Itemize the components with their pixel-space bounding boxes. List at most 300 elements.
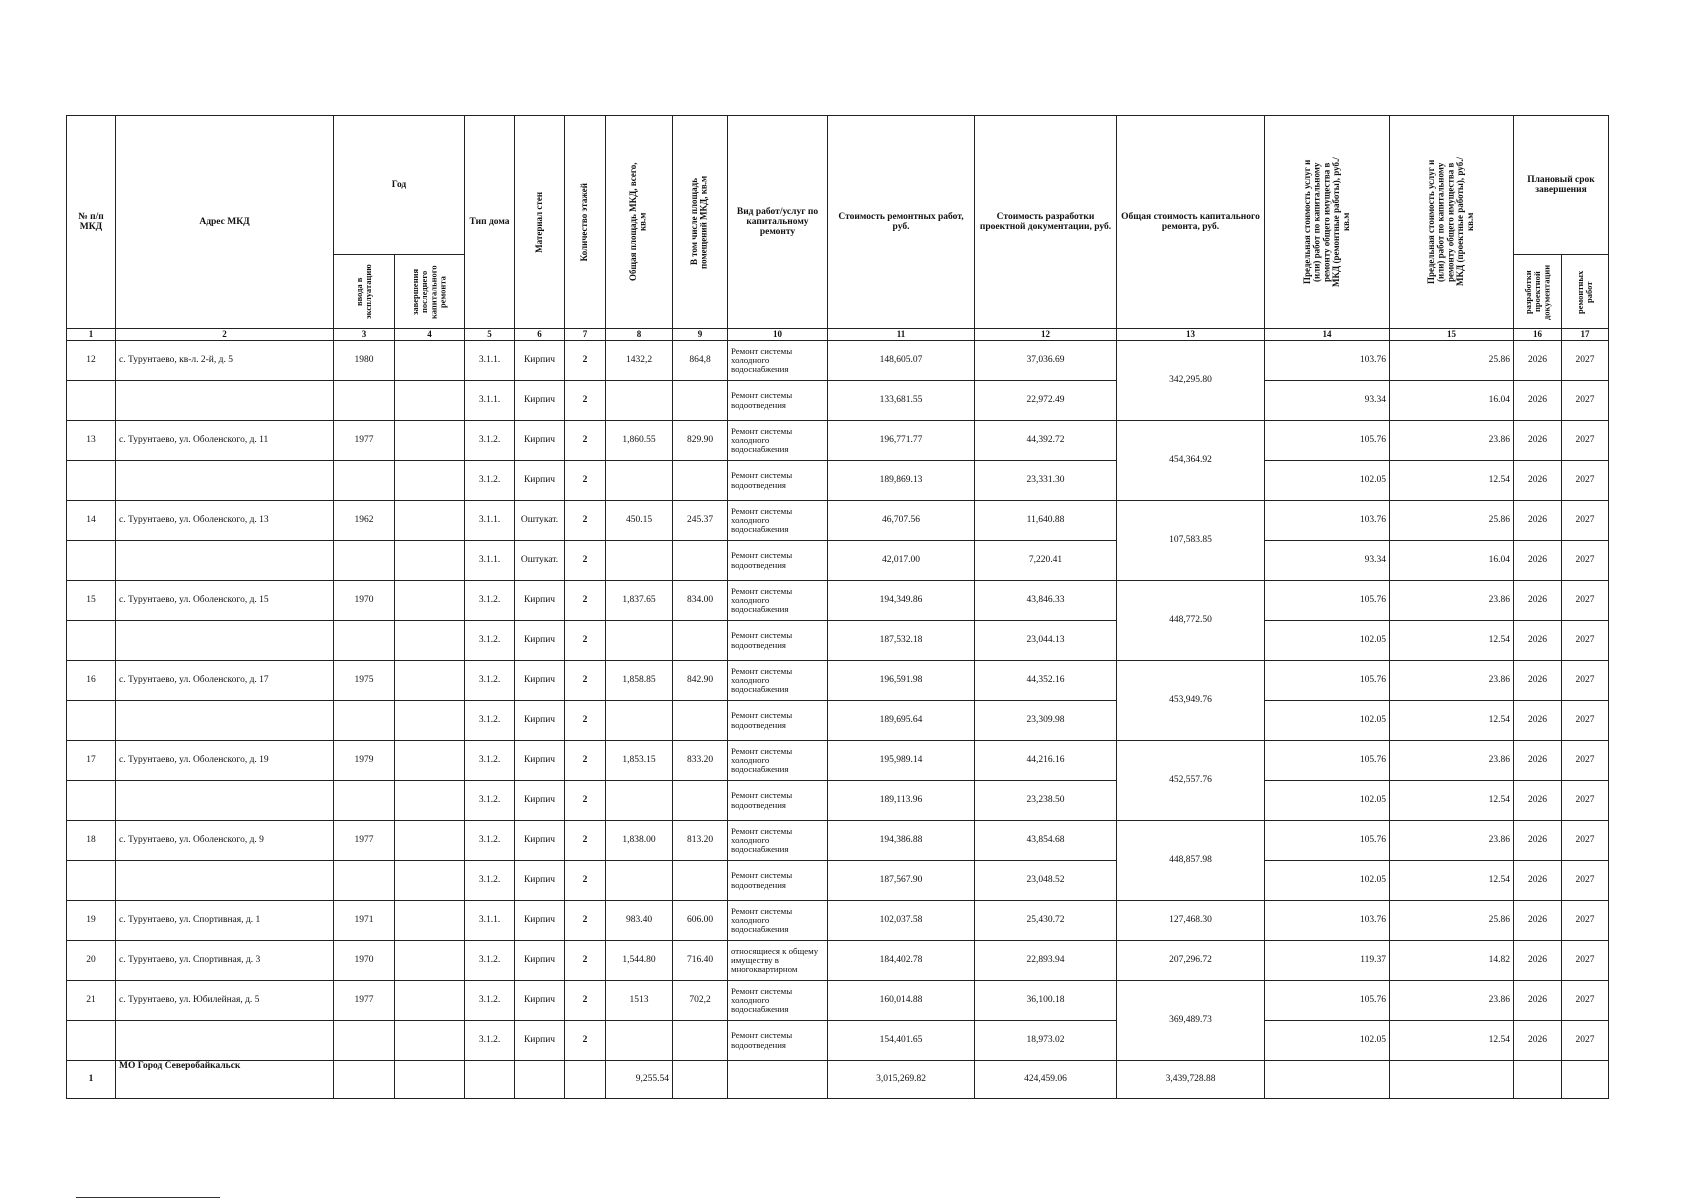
- row-deadline-repair: 2027: [1562, 861, 1609, 901]
- row-work-type: Ремонт системы водоотведения: [728, 381, 828, 421]
- row-num: 16: [67, 661, 116, 701]
- row-limit-design: 16.04: [1390, 541, 1514, 581]
- row-total-area: 1,838.00: [606, 821, 673, 861]
- header-wall-material-text: Материал стен: [533, 191, 544, 253]
- row-deadline-design: 2026: [1514, 661, 1562, 701]
- row-floors: 2: [565, 621, 606, 661]
- row-address: с. Турунтаево, ул. Оболенского, д. 11: [116, 421, 334, 461]
- header-deadline-design-text: разработки проектной документации: [1522, 263, 1552, 320]
- row-deadline-design: 2026: [1514, 981, 1562, 1021]
- row-work-type: Ремонт системы водоотведения: [728, 621, 828, 661]
- row-premises-area: 833.20: [673, 741, 728, 781]
- header-premises-area-text: В том числе площадь помещений МКД, кв.м: [689, 175, 709, 269]
- row-floors: 2: [565, 541, 606, 581]
- row-repair-cost: 133,681.55: [828, 381, 975, 421]
- row-repair-cost: 184,402.78: [828, 941, 975, 981]
- empty-cell: [334, 381, 395, 421]
- header-house-type: Тип дома: [465, 116, 515, 329]
- header-year-last-repair: [395, 255, 465, 329]
- table-row: [67, 581, 1609, 621]
- row-deadline-repair: 2027: [1562, 821, 1609, 861]
- row-year-last-repair: [395, 701, 465, 741]
- row-limit-repair: 102.05: [1265, 701, 1390, 741]
- column-number: 1: [67, 329, 116, 341]
- empty-cell: [116, 861, 334, 901]
- row-address: с. Турунтаево, ул. Спортивная, д. 1: [116, 901, 334, 941]
- header-floors-text: Количество этажей: [579, 182, 590, 262]
- row-deadline-design: 2026: [1514, 701, 1562, 741]
- row-repair-cost: 196,591.98: [828, 661, 975, 701]
- row-house-type: 3.1.2.: [465, 781, 515, 821]
- row-limit-design: 12.54: [1390, 621, 1514, 661]
- empty-cell: [67, 461, 116, 501]
- row-limit-design: 25.86: [1390, 901, 1514, 941]
- row-deadline-design: 2026: [1514, 741, 1562, 781]
- empty-cell: [673, 541, 728, 581]
- table-body: [67, 341, 1609, 1061]
- row-design-cost: 23,309.98: [975, 701, 1117, 741]
- column-number: 15: [1390, 329, 1514, 341]
- empty-cell: [116, 621, 334, 661]
- row-floors: 2: [565, 501, 606, 541]
- row-limit-repair: 102.05: [1265, 1021, 1390, 1061]
- row-floors: 2: [565, 1021, 606, 1061]
- total-repair-cost: 3,015,269.82: [828, 1061, 975, 1099]
- empty-cell: [673, 381, 728, 421]
- row-total-area: 1,837.65: [606, 581, 673, 621]
- empty-cell: [334, 1061, 395, 1099]
- row-deadline-repair: 2027: [1562, 581, 1609, 621]
- row-year-last-repair: [395, 381, 465, 421]
- row-repair-cost: 160,014.88: [828, 981, 975, 1021]
- column-number: 2: [116, 329, 334, 341]
- row-total-area: 983.40: [606, 901, 673, 941]
- row-limit-repair: 102.05: [1265, 781, 1390, 821]
- row-design-cost: 44,392.72: [975, 421, 1117, 461]
- row-deadline-design: 2026: [1514, 541, 1562, 581]
- row-limit-repair: 103.76: [1265, 501, 1390, 541]
- row-house-type: 3.1.2.: [465, 661, 515, 701]
- row-deadline-design: 2026: [1514, 821, 1562, 861]
- row-year-last-repair: [395, 501, 465, 541]
- empty-cell: [116, 701, 334, 741]
- row-address: с. Турунтаево, ул. Спортивная, д. 3: [116, 941, 334, 981]
- empty-cell: [673, 461, 728, 501]
- row-total-cost: 448,772.50: [1117, 581, 1265, 661]
- row-limit-design: 23.86: [1390, 981, 1514, 1021]
- row-wall-material: Кирпич: [515, 621, 565, 661]
- row-year-last-repair: [395, 541, 465, 581]
- empty-cell: [565, 1061, 606, 1099]
- row-deadline-design: 2026: [1514, 861, 1562, 901]
- row-design-cost: 37,036.69: [975, 341, 1117, 381]
- row-limit-repair: 102.05: [1265, 621, 1390, 661]
- column-number: 10: [728, 329, 828, 341]
- header-design-cost: Стоимость разработки проектной документации, руб.: [975, 116, 1117, 329]
- row-design-cost: 23,044.13: [975, 621, 1117, 661]
- row-design-cost: 23,048.52: [975, 861, 1117, 901]
- row-limit-repair: 93.34: [1265, 541, 1390, 581]
- row-year-last-repair: [395, 421, 465, 461]
- row-year-commission: 1975: [334, 661, 395, 701]
- column-number: 5: [465, 329, 515, 341]
- row-repair-cost: 195,989.14: [828, 741, 975, 781]
- row-repair-cost: 189,695.64: [828, 701, 975, 741]
- row-total-area: 1,858.85: [606, 661, 673, 701]
- column-number: 16: [1514, 329, 1562, 341]
- row-total-cost: 207,296.72: [1117, 941, 1265, 981]
- row-design-cost: 22,972.49: [975, 381, 1117, 421]
- row-deadline-repair: 2027: [1562, 1021, 1609, 1061]
- row-house-type: 3.1.2.: [465, 461, 515, 501]
- empty-cell: [673, 701, 728, 741]
- empty-cell: [606, 781, 673, 821]
- empty-cell: [465, 1061, 515, 1099]
- row-design-cost: 44,352.16: [975, 661, 1117, 701]
- header-floors: [565, 116, 606, 329]
- row-work-type: Ремонт системы водоотведения: [728, 861, 828, 901]
- row-limit-design: 12.54: [1390, 461, 1514, 501]
- row-wall-material: Кирпич: [515, 381, 565, 421]
- row-work-type: Ремонт системы водоотведения: [728, 781, 828, 821]
- empty-cell: [67, 381, 116, 421]
- column-number: 8: [606, 329, 673, 341]
- row-total-area: 1,860.55: [606, 421, 673, 461]
- empty-cell: [673, 861, 728, 901]
- row-year-commission: 1970: [334, 581, 395, 621]
- row-limit-design: 23.86: [1390, 581, 1514, 621]
- table-row: [67, 381, 1609, 421]
- empty-cell: [673, 1021, 728, 1061]
- row-limit-design: 23.86: [1390, 661, 1514, 701]
- row-house-type: 3.1.1.: [465, 541, 515, 581]
- row-total-cost: 127,468.30: [1117, 901, 1265, 941]
- row-deadline-design: 2026: [1514, 501, 1562, 541]
- row-house-type: 3.1.2.: [465, 421, 515, 461]
- row-floors: 2: [565, 781, 606, 821]
- row-work-type: Ремонт системы водоотведения: [728, 1021, 828, 1061]
- row-year-last-repair: [395, 661, 465, 701]
- row-deadline-design: 2026: [1514, 341, 1562, 381]
- empty-cell: [606, 541, 673, 581]
- row-work-type: Ремонт системы холодного водоснабжения: [728, 341, 828, 381]
- header-deadline-repair-text: ремонтных работ: [1574, 269, 1594, 314]
- row-total-area: 1,853.15: [606, 741, 673, 781]
- table-row: [67, 701, 1609, 741]
- empty-cell: [334, 701, 395, 741]
- table-row: [67, 621, 1609, 661]
- row-year-last-repair: [395, 861, 465, 901]
- row-floors: 2: [565, 381, 606, 421]
- row-deadline-repair: 2027: [1562, 741, 1609, 781]
- row-repair-cost: 154,401.65: [828, 1021, 975, 1061]
- table-row: [67, 781, 1609, 821]
- row-floors: 2: [565, 941, 606, 981]
- row-year-last-repair: [395, 981, 465, 1021]
- row-wall-material: Кирпич: [515, 781, 565, 821]
- row-premises-area: 842.90: [673, 661, 728, 701]
- row-limit-repair: 105.76: [1265, 661, 1390, 701]
- row-floors: 2: [565, 461, 606, 501]
- row-repair-cost: 189,869.13: [828, 461, 975, 501]
- row-limit-design: 12.54: [1390, 701, 1514, 741]
- empty-cell: [67, 701, 116, 741]
- table-row: [67, 541, 1609, 581]
- row-deadline-repair: 2027: [1562, 981, 1609, 1021]
- row-house-type: 3.1.2.: [465, 581, 515, 621]
- row-house-type: 3.1.2.: [465, 1021, 515, 1061]
- row-limit-repair: 103.76: [1265, 341, 1390, 381]
- empty-cell: [673, 1061, 728, 1099]
- row-floors: 2: [565, 741, 606, 781]
- row-total-cost: 453,949.76: [1117, 661, 1265, 741]
- row-limit-design: 23.86: [1390, 821, 1514, 861]
- column-number-row: [67, 329, 1609, 341]
- header-limit-design: [1390, 116, 1514, 329]
- column-number: 4: [395, 329, 465, 341]
- row-limit-repair: 105.76: [1265, 981, 1390, 1021]
- row-house-type: 3.1.2.: [465, 701, 515, 741]
- row-year-last-repair: [395, 621, 465, 661]
- row-deadline-repair: 2027: [1562, 701, 1609, 741]
- empty-cell: [606, 1021, 673, 1061]
- header-limit-repair-text: Предельная стоимость услуг и (или) работ по капитальному ремонту общего имущества в МКД (ремонтные работы), руб./кв.м: [1301, 157, 1351, 287]
- row-work-type: Ремонт системы водоотведения: [728, 541, 828, 581]
- header-deadline: Плановый срок завершения: [1514, 116, 1609, 255]
- header-wall-material: [515, 116, 565, 329]
- row-deadline-repair: 2027: [1562, 621, 1609, 661]
- row-deadline-design: 2026: [1514, 941, 1562, 981]
- row-house-type: 3.1.1.: [465, 901, 515, 941]
- row-deadline-repair: 2027: [1562, 541, 1609, 581]
- row-design-cost: 25,430.72: [975, 901, 1117, 941]
- row-design-cost: 23,238.50: [975, 781, 1117, 821]
- empty-cell: [67, 621, 116, 661]
- row-work-type: Ремонт системы холодного водоснабжения: [728, 501, 828, 541]
- row-repair-cost: 194,386.88: [828, 821, 975, 861]
- row-year-last-repair: [395, 941, 465, 981]
- header-year: Год: [334, 116, 465, 255]
- column-number: 3: [334, 329, 395, 341]
- row-num: 19: [67, 901, 116, 941]
- row-limit-design: 25.86: [1390, 501, 1514, 541]
- column-number: 6: [515, 329, 565, 341]
- row-design-cost: 43,846.33: [975, 581, 1117, 621]
- row-total-cost: 342,295.80: [1117, 341, 1265, 421]
- row-limit-repair: 105.76: [1265, 821, 1390, 861]
- empty-cell: [1265, 1061, 1390, 1099]
- column-number: 17: [1562, 329, 1609, 341]
- row-floors: 2: [565, 581, 606, 621]
- row-total-area: 1513: [606, 981, 673, 1021]
- header-work-type: Вид работ/услуг по капитальному ремонту: [728, 116, 828, 329]
- header-deadline-design: [1514, 255, 1562, 329]
- table-row: [67, 901, 1609, 941]
- row-deadline-design: 2026: [1514, 421, 1562, 461]
- row-deadline-repair: 2027: [1562, 381, 1609, 421]
- header-address: Адрес МКД: [116, 116, 334, 329]
- row-work-type: Ремонт системы холодного водоснабжения: [728, 821, 828, 861]
- row-house-type: 3.1.2.: [465, 741, 515, 781]
- row-premises-area: 829.90: [673, 421, 728, 461]
- row-wall-material: Оштукат.: [515, 501, 565, 541]
- row-deadline-design: 2026: [1514, 581, 1562, 621]
- row-limit-repair: 93.34: [1265, 381, 1390, 421]
- row-repair-cost: 148,605.07: [828, 341, 975, 381]
- row-house-type: 3.1.2.: [465, 821, 515, 861]
- row-num: 14: [67, 501, 116, 541]
- row-num: 18: [67, 821, 116, 861]
- row-year-last-repair: [395, 341, 465, 381]
- row-design-cost: 44,216.16: [975, 741, 1117, 781]
- empty-cell: [334, 461, 395, 501]
- column-number: 12: [975, 329, 1117, 341]
- header-year-commission-text: ввода в эксплуатацию: [353, 264, 373, 319]
- row-deadline-repair: 2027: [1562, 421, 1609, 461]
- row-num: 17: [67, 741, 116, 781]
- row-address: с. Турунтаево, ул. Юбилейная, д. 5: [116, 981, 334, 1021]
- row-design-cost: 22,893.94: [975, 941, 1117, 981]
- row-wall-material: Кирпич: [515, 1021, 565, 1061]
- row-deadline-repair: 2027: [1562, 901, 1609, 941]
- row-num: 12: [67, 341, 116, 381]
- row-house-type: 3.1.2.: [465, 981, 515, 1021]
- row-total-cost: 369,489.73: [1117, 981, 1265, 1061]
- capital-repair-table-sheet: [66, 115, 1609, 1099]
- row-wall-material: Кирпич: [515, 341, 565, 381]
- row-repair-cost: 187,532.18: [828, 621, 975, 661]
- row-year-last-repair: [395, 901, 465, 941]
- row-limit-repair: 119.37: [1265, 941, 1390, 981]
- row-address: с. Турунтаево, ул. Оболенского, д. 13: [116, 501, 334, 541]
- row-deadline-design: 2026: [1514, 781, 1562, 821]
- empty-cell: [606, 861, 673, 901]
- empty-cell: [673, 781, 728, 821]
- row-repair-cost: 42,017.00: [828, 541, 975, 581]
- table-row: [67, 461, 1609, 501]
- row-house-type: 3.1.2.: [465, 861, 515, 901]
- row-deadline-design: 2026: [1514, 621, 1562, 661]
- capital-repair-table: [66, 115, 1609, 1099]
- empty-cell: [116, 541, 334, 581]
- row-year-commission: 1980: [334, 341, 395, 381]
- row-wall-material: Кирпич: [515, 461, 565, 501]
- row-total-area: 1,544.80: [606, 941, 673, 981]
- table-row: [67, 661, 1609, 701]
- row-floors: 2: [565, 901, 606, 941]
- header-limit-design-text: Предельная стоимость услуг и (или) работ по капитальному ремонту общего имущества в МКД (проектные работы), руб./кв.м: [1426, 157, 1476, 287]
- row-house-type: 3.1.1.: [465, 341, 515, 381]
- row-premises-area: 606.00: [673, 901, 728, 941]
- row-limit-repair: 102.05: [1265, 461, 1390, 501]
- row-wall-material: Кирпич: [515, 821, 565, 861]
- total-area: 9,255.54: [606, 1061, 673, 1099]
- row-address: с. Турунтаево, кв-л. 2-й, д. 5: [116, 341, 334, 381]
- table-row: [67, 821, 1609, 861]
- row-limit-design: 12.54: [1390, 781, 1514, 821]
- row-limit-repair: 105.76: [1265, 581, 1390, 621]
- row-limit-repair: 102.05: [1265, 861, 1390, 901]
- row-wall-material: Кирпич: [515, 901, 565, 941]
- row-floors: 2: [565, 701, 606, 741]
- table-row: [67, 1021, 1609, 1061]
- row-limit-design: 23.86: [1390, 741, 1514, 781]
- row-wall-material: Кирпич: [515, 741, 565, 781]
- row-work-type: Ремонт системы водоотведения: [728, 461, 828, 501]
- row-repair-cost: 194,349.86: [828, 581, 975, 621]
- row-wall-material: Оштукат.: [515, 541, 565, 581]
- row-deadline-design: 2026: [1514, 1021, 1562, 1061]
- row-wall-material: Кирпич: [515, 661, 565, 701]
- row-wall-material: Кирпич: [515, 701, 565, 741]
- row-repair-cost: 46,707.56: [828, 501, 975, 541]
- header-limit-repair: [1265, 116, 1390, 329]
- column-number: 14: [1265, 329, 1390, 341]
- row-deadline-repair: 2027: [1562, 501, 1609, 541]
- row-house-type: 3.1.2.: [465, 941, 515, 981]
- header-total-area-text: Общая площадь МКД, всего, кв.м: [628, 162, 648, 282]
- empty-cell: [334, 861, 395, 901]
- row-limit-design: 14.82: [1390, 941, 1514, 981]
- row-year-commission: 1977: [334, 821, 395, 861]
- row-total-cost: 454,364.92: [1117, 421, 1265, 501]
- row-design-cost: 7,220.41: [975, 541, 1117, 581]
- row-work-type: относящиеся к общему имуществу в многоквартирном: [728, 941, 828, 981]
- table-row: [67, 941, 1609, 981]
- row-repair-cost: 102,037.58: [828, 901, 975, 941]
- row-floors: 2: [565, 661, 606, 701]
- row-floors: 2: [565, 861, 606, 901]
- table-row: [67, 981, 1609, 1021]
- row-premises-area: 702,2: [673, 981, 728, 1021]
- row-premises-area: 834.00: [673, 581, 728, 621]
- footer-rule: [76, 1197, 220, 1198]
- header-num: № п/п МКД: [67, 116, 116, 329]
- empty-cell: [1390, 1061, 1514, 1099]
- row-house-type: 3.1.1.: [465, 381, 515, 421]
- row-total-area: 1432,2: [606, 341, 673, 381]
- row-deadline-repair: 2027: [1562, 341, 1609, 381]
- row-deadline-design: 2026: [1514, 461, 1562, 501]
- row-deadline-repair: 2027: [1562, 661, 1609, 701]
- row-year-last-repair: [395, 581, 465, 621]
- row-floors: 2: [565, 421, 606, 461]
- row-design-cost: 11,640.88: [975, 501, 1117, 541]
- row-num: 13: [67, 421, 116, 461]
- table-row: [67, 501, 1609, 541]
- row-wall-material: Кирпич: [515, 981, 565, 1021]
- column-number: 11: [828, 329, 975, 341]
- row-total-area: 450.15: [606, 501, 673, 541]
- row-total-cost: 107,583.85: [1117, 501, 1265, 581]
- header-repair-cost: Стоимость ремонтных работ, руб.: [828, 116, 975, 329]
- row-house-type: 3.1.1.: [465, 501, 515, 541]
- header-deadline-repair: [1562, 255, 1609, 329]
- empty-cell: [67, 781, 116, 821]
- row-year-last-repair: [395, 781, 465, 821]
- row-limit-design: 16.04: [1390, 381, 1514, 421]
- total-name: МО Город Северобайкальск: [116, 1061, 334, 1099]
- table-row: [67, 861, 1609, 901]
- row-deadline-repair: 2027: [1562, 781, 1609, 821]
- row-wall-material: Кирпич: [515, 421, 565, 461]
- row-limit-design: 12.54: [1390, 1021, 1514, 1061]
- row-total-cost: 452,557.76: [1117, 741, 1265, 821]
- table-row: [67, 341, 1609, 381]
- empty-cell: [334, 541, 395, 581]
- empty-cell: [116, 781, 334, 821]
- row-num: 21: [67, 981, 116, 1021]
